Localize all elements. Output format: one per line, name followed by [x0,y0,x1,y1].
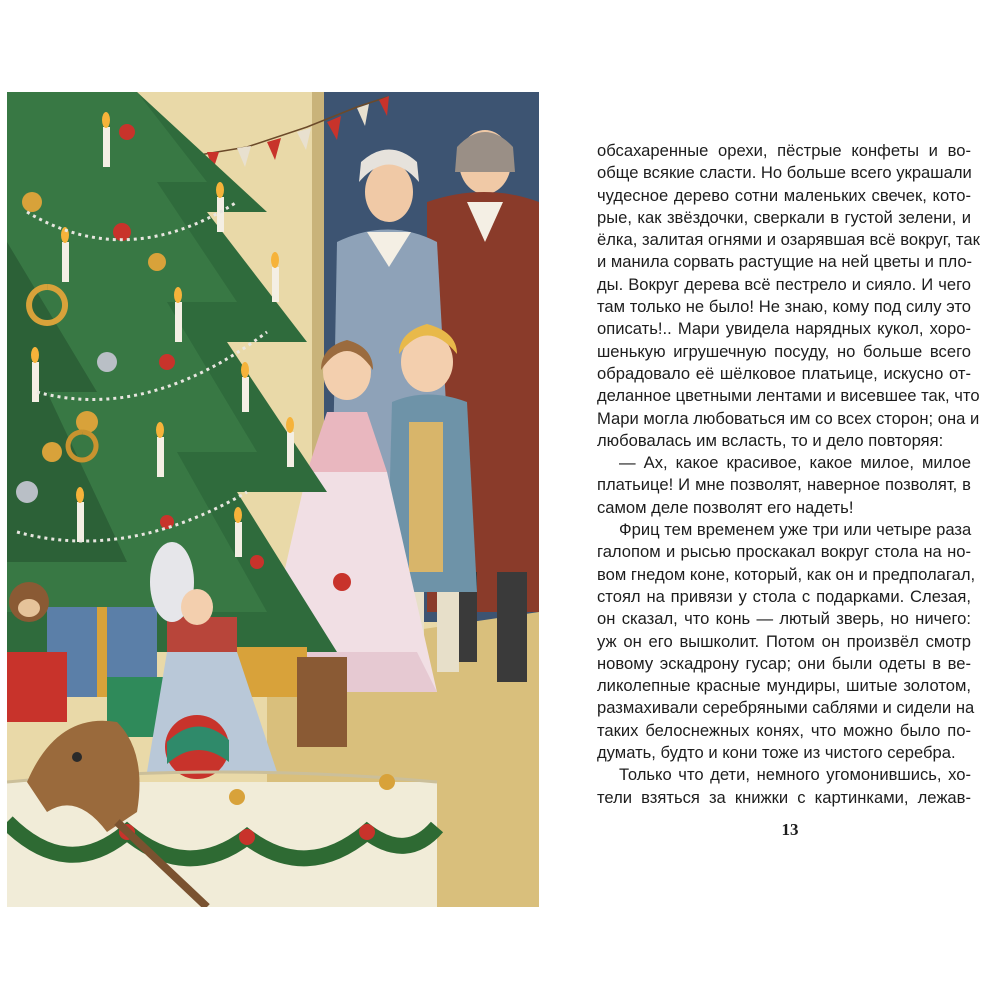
text-line: — Ах, какое красивое, какое милое, милое [619,453,971,473]
text-line: таких белоснежных конях, что можно было по- [597,720,971,740]
monkey-toy [9,582,49,622]
text-line: ликолепные красные мундиры, шитые золотом, [597,676,971,696]
text-line: галопом и рысью проскакал вокруг стола на но- [597,542,971,562]
page-text [597,140,980,809]
book-illustration [7,92,539,907]
text-line: стоял на привязи у стола с подарками. Слезая, [597,586,971,606]
page-number: 13 [781,820,799,839]
text-line: Фриц тем временем уже три или четыре раза [619,520,972,540]
text-line: описать!.. Мари увидела нарядных кукол, хоро- [597,319,971,339]
text-line: новому эскадрону гусар; они были одеты в ве- [597,653,971,673]
text-line: шенькую игрушечную посуду, но больше всего [597,341,971,361]
text-line: чудесное дерево сотни маленьких свечек, кото- [597,185,971,205]
text-line: думать, будто и кони тоже из чистого серебра. [597,743,956,763]
text-line: ды. Вокруг дерева всё пестрело и сияло. И чего [597,274,971,294]
text-line: обсахаренные орехи, пёстрые конфеты и во- [597,141,971,160]
text-line: там только не было! Не знаю, кому под силу это [597,297,971,317]
text-line: тели взяться за книжки с картинками, лежав- [597,787,971,807]
text-line: Мари могла любоваться им со всех сторон; она и [597,408,980,428]
text-line: рые, как звёздочки, сверкали в густой зелени, и [597,207,971,227]
christmas-scene-art [7,92,539,907]
text-line: он сказал, что конь — лютый зверь, но ничего: [597,609,971,629]
text-line: самом деле позволят его надеть! [597,497,854,517]
text-line: любовалась им всласть, то и дело повторяя: [597,430,944,450]
text-line: размахивали серебряными саблями и сидели на [597,698,975,718]
text-line: вом гнедом коне, который, как он и предполагал, [597,564,976,584]
text-line: уж он его вышколит. Потом он произвёл смотр [597,631,971,651]
text-line: деланное цветными лентами и висевшее так, что [597,386,980,406]
text-line: ёлка, залитая огнями и озарявшая всё вокруг, так [597,230,980,250]
text-line: обрадовало её шёлковое платьице, искусно от- [597,363,971,383]
text-line: и манила сорвать растущие на ней цветы и пло- [597,252,973,272]
text-line: платьице! И мне позволят, наверное позволят, в [597,475,971,495]
ball-toy [165,715,229,779]
text-line: обще всякие сласти. Но больше всего украшали [597,163,972,183]
text-line: Только что дети, немного угомонившись, хо- [619,765,971,785]
